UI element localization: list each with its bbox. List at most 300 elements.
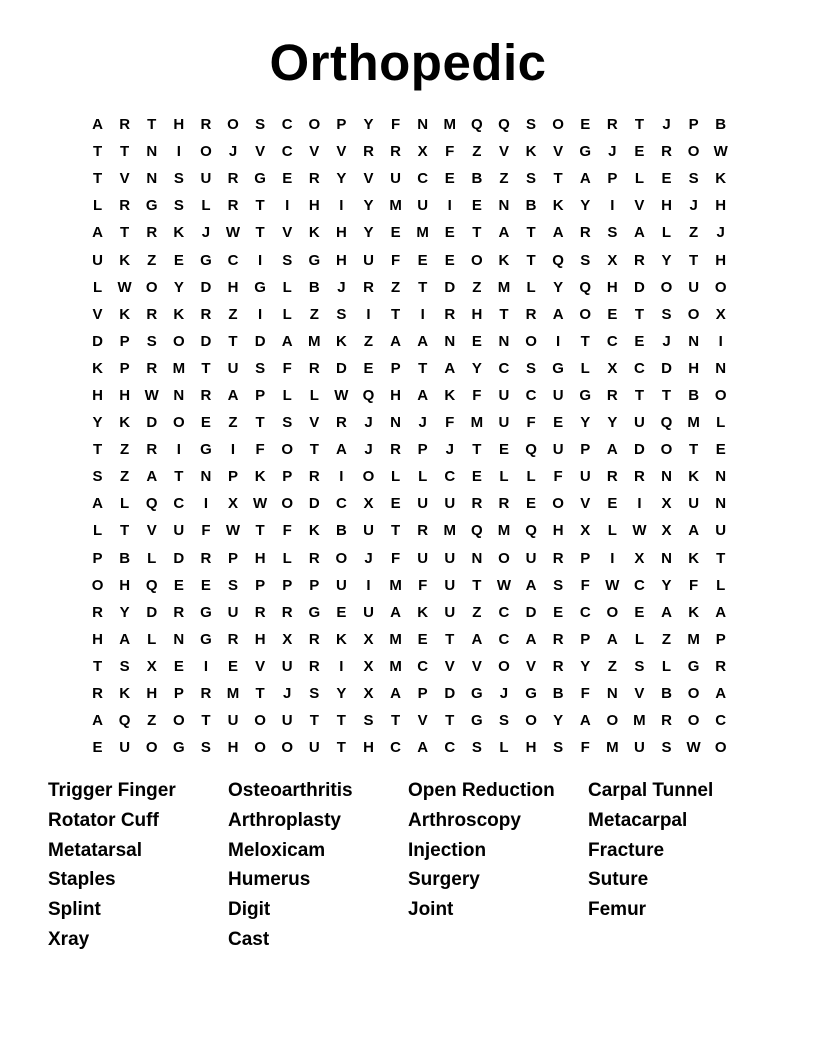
grid-letter[interactable]: W — [225, 224, 241, 242]
grid-letter[interactable]: A — [390, 332, 401, 350]
grid-letter[interactable]: U — [363, 251, 374, 269]
grid-letter[interactable]: L — [282, 278, 292, 296]
grid-letter[interactable]: L — [607, 522, 617, 540]
grid-letter[interactable]: C — [417, 170, 429, 188]
grid-letter[interactable]: T — [336, 712, 346, 730]
grid-letter[interactable]: R — [661, 712, 672, 730]
grid-letter[interactable]: O — [308, 116, 321, 134]
grid-letter[interactable]: N — [498, 332, 510, 350]
grid-letter[interactable]: S — [498, 712, 509, 730]
grid-letter[interactable]: S — [200, 739, 211, 757]
grid-letter[interactable]: Z — [689, 224, 699, 242]
grid-letter[interactable]: U — [173, 522, 185, 540]
grid-letter[interactable]: R — [308, 549, 320, 567]
grid-letter[interactable]: K — [92, 359, 103, 377]
grid-letter[interactable]: L — [499, 739, 509, 757]
grid-letter[interactable]: H — [335, 224, 347, 242]
grid-letter[interactable]: T — [201, 359, 211, 377]
grid-letter[interactable]: E — [634, 332, 645, 350]
grid-letter[interactable]: T — [390, 712, 401, 730]
grid-letter[interactable]: C — [634, 359, 645, 377]
grid-letter[interactable]: A — [417, 386, 429, 404]
grid-letter[interactable]: T — [92, 441, 103, 459]
grid-letter[interactable]: F — [390, 549, 401, 567]
grid-letter[interactable]: L — [661, 657, 672, 675]
grid-letter[interactable]: Y — [553, 278, 564, 296]
grid-letter[interactable]: N — [661, 468, 672, 486]
grid-letter[interactable]: R — [308, 359, 320, 377]
grid-letter[interactable]: I — [718, 332, 723, 350]
grid-letter[interactable]: V — [498, 143, 509, 161]
grid-letter[interactable]: E — [92, 739, 103, 757]
grid-letter[interactable]: I — [203, 495, 208, 513]
grid-letter[interactable]: R — [227, 197, 239, 215]
grid-letter[interactable]: E — [363, 359, 374, 377]
grid-letter[interactable]: D — [525, 603, 537, 621]
grid-letter[interactable]: U — [281, 657, 293, 675]
grid-letter[interactable]: T — [634, 305, 644, 323]
grid-letter[interactable]: F — [445, 143, 455, 161]
grid-letter[interactable]: O — [606, 712, 619, 730]
grid-letter[interactable]: C — [444, 739, 456, 757]
grid-letter[interactable]: T — [255, 685, 265, 703]
grid-letter[interactable]: T — [309, 712, 319, 730]
grid-letter[interactable]: U — [552, 386, 564, 404]
grid-letter[interactable]: S — [146, 332, 157, 350]
grid-letter[interactable]: Q — [145, 495, 158, 513]
grid-letter[interactable]: R — [281, 603, 293, 621]
grid-letter[interactable]: U — [498, 414, 510, 432]
grid-letter[interactable]: V — [363, 170, 374, 188]
grid-letter[interactable]: Y — [336, 685, 347, 703]
grid-letter[interactable]: H — [552, 522, 564, 540]
grid-letter[interactable]: H — [119, 386, 131, 404]
grid-letter[interactable]: T — [255, 522, 265, 540]
grid-letter[interactable]: W — [686, 739, 701, 757]
grid-letter[interactable]: U — [444, 603, 456, 621]
grid-letter[interactable]: F — [689, 576, 699, 594]
grid-letter[interactable]: T — [390, 522, 401, 540]
grid-letter[interactable]: M — [226, 685, 240, 703]
grid-letter[interactable]: K — [335, 630, 347, 648]
grid-letter[interactable]: N — [200, 468, 212, 486]
grid-letter[interactable]: U — [281, 712, 293, 730]
grid-letter[interactable]: Z — [472, 278, 482, 296]
grid-letter[interactable]: S — [553, 739, 564, 757]
grid-letter[interactable]: G — [471, 712, 483, 730]
grid-letter[interactable]: H — [227, 278, 239, 296]
grid-letter[interactable]: G — [200, 603, 212, 621]
grid-letter[interactable]: K — [119, 251, 131, 269]
grid-letter[interactable]: D — [173, 549, 185, 567]
grid-letter[interactable]: I — [420, 305, 425, 323]
grid-letter[interactable]: N — [417, 116, 429, 134]
grid-letter[interactable]: B — [552, 685, 564, 703]
grid-letter[interactable]: F — [526, 414, 536, 432]
grid-letter[interactable]: J — [201, 224, 211, 242]
grid-letter[interactable]: R — [363, 278, 374, 296]
grid-letter[interactable]: K — [525, 143, 537, 161]
grid-letter[interactable]: T — [472, 224, 482, 242]
grid-letter[interactable]: E — [498, 441, 509, 459]
grid-letter[interactable]: R — [200, 549, 212, 567]
grid-letter[interactable]: A — [92, 495, 103, 513]
grid-letter[interactable]: V — [526, 657, 537, 675]
grid-letter[interactable]: U — [579, 468, 591, 486]
grid-letter[interactable]: P — [173, 685, 184, 703]
grid-letter[interactable]: E — [444, 224, 455, 242]
grid-letter[interactable]: Z — [228, 414, 238, 432]
grid-letter[interactable]: K — [119, 414, 131, 432]
grid-letter[interactable]: V — [634, 685, 645, 703]
grid-letter[interactable]: E — [390, 224, 401, 242]
grid-letter[interactable]: E — [471, 332, 482, 350]
grid-letter[interactable]: U — [552, 441, 564, 459]
grid-letter[interactable]: W — [117, 278, 132, 296]
grid-letter[interactable]: A — [417, 332, 429, 350]
grid-letter[interactable]: Y — [661, 576, 672, 594]
grid-letter[interactable]: E — [417, 630, 428, 648]
grid-letter[interactable]: K — [119, 685, 131, 703]
grid-letter[interactable]: R — [335, 414, 347, 432]
grid-letter[interactable]: Z — [120, 468, 130, 486]
grid-letter[interactable]: V — [553, 143, 564, 161]
grid-letter[interactable]: Q — [362, 386, 375, 404]
grid-letter[interactable]: P — [688, 116, 699, 134]
grid-letter[interactable]: M — [606, 739, 619, 757]
grid-letter[interactable]: H — [525, 739, 537, 757]
grid-letter[interactable]: W — [632, 522, 647, 540]
grid-letter[interactable]: O — [172, 332, 185, 350]
grid-letter[interactable]: I — [447, 197, 452, 215]
grid-letter[interactable]: L — [499, 468, 509, 486]
grid-letter[interactable]: T — [92, 143, 103, 161]
grid-letter[interactable]: R — [308, 657, 320, 675]
grid-letter[interactable]: P — [417, 685, 428, 703]
grid-letter[interactable]: O — [335, 549, 348, 567]
grid-letter[interactable]: R — [119, 116, 131, 134]
grid-letter[interactable]: A — [525, 576, 537, 594]
grid-letter[interactable]: C — [173, 495, 185, 513]
grid-letter[interactable]: O — [471, 251, 483, 269]
grid-letter[interactable]: L — [390, 468, 401, 486]
grid-letter[interactable]: T — [689, 441, 699, 459]
grid-letter[interactable]: T — [147, 116, 157, 134]
grid-letter[interactable]: M — [497, 278, 511, 296]
grid-letter[interactable]: C — [390, 739, 401, 757]
grid-letter[interactable]: S — [282, 414, 293, 432]
grid-letter[interactable]: I — [285, 197, 290, 215]
grid-letter[interactable]: O — [498, 657, 510, 675]
grid-letter[interactable]: N — [390, 414, 401, 432]
grid-letter[interactable]: T — [526, 224, 536, 242]
grid-letter[interactable]: R — [471, 495, 483, 513]
grid-letter[interactable]: L — [282, 386, 292, 404]
grid-letter[interactable]: L — [634, 170, 644, 188]
grid-letter[interactable]: E — [715, 441, 726, 459]
grid-letter[interactable]: P — [580, 441, 591, 459]
grid-letter[interactable]: O — [714, 739, 727, 757]
grid-letter[interactable]: A — [119, 630, 131, 648]
grid-letter[interactable]: Z — [390, 278, 401, 296]
grid-letter[interactable]: K — [254, 468, 266, 486]
grid-letter[interactable]: C — [634, 576, 645, 594]
grid-letter[interactable]: Y — [336, 170, 347, 188]
grid-letter[interactable]: U — [444, 549, 456, 567]
grid-letter[interactable]: X — [607, 251, 618, 269]
grid-letter[interactable]: T — [309, 441, 319, 459]
grid-letter[interactable]: M — [633, 712, 646, 730]
grid-letter[interactable]: I — [176, 441, 181, 459]
grid-letter[interactable]: H — [254, 630, 266, 648]
grid-letter[interactable]: W — [605, 576, 620, 594]
grid-letter[interactable]: V — [417, 712, 428, 730]
grid-letter[interactable]: F — [580, 685, 590, 703]
grid-letter[interactable]: C — [281, 143, 293, 161]
grid-letter[interactable]: W — [713, 143, 728, 161]
grid-letter[interactable]: I — [366, 305, 371, 323]
grid-letter[interactable]: E — [173, 576, 184, 594]
grid-letter[interactable]: R — [92, 685, 103, 703]
grid-letter[interactable]: Q — [579, 278, 592, 296]
grid-letter[interactable]: S — [661, 305, 672, 323]
grid-letter[interactable]: E — [282, 170, 293, 188]
grid-letter[interactable]: M — [389, 197, 402, 215]
grid-letter[interactable]: M — [443, 522, 457, 540]
grid-letter[interactable]: A — [92, 116, 103, 134]
grid-letter[interactable]: G — [200, 441, 212, 459]
grid-letter[interactable]: G — [308, 603, 321, 621]
grid-letter[interactable]: L — [580, 359, 590, 377]
grid-letter[interactable]: T — [255, 224, 265, 242]
grid-letter[interactable]: H — [661, 197, 672, 215]
grid-letter[interactable]: H — [335, 251, 347, 269]
grid-letter[interactable]: X — [607, 359, 618, 377]
grid-letter[interactable]: A — [579, 712, 591, 730]
grid-letter[interactable]: D — [200, 278, 212, 296]
grid-letter[interactable]: Q — [471, 116, 483, 134]
grid-letter[interactable]: S — [526, 359, 537, 377]
grid-letter[interactable]: N — [146, 170, 158, 188]
grid-letter[interactable]: R — [634, 251, 645, 269]
grid-letter[interactable]: H — [227, 739, 239, 757]
grid-letter[interactable]: T — [634, 116, 644, 134]
grid-letter[interactable]: H — [606, 278, 618, 296]
grid-letter[interactable]: K — [335, 332, 347, 350]
grid-letter[interactable]: R — [308, 170, 320, 188]
grid-letter[interactable]: E — [173, 251, 184, 269]
grid-letter[interactable]: R — [200, 305, 212, 323]
grid-letter[interactable]: X — [146, 657, 157, 675]
grid-letter[interactable]: Z — [472, 143, 482, 161]
grid-letter[interactable]: K — [552, 197, 564, 215]
grid-letter[interactable]: R — [606, 468, 618, 486]
grid-letter[interactable]: H — [92, 386, 103, 404]
grid-letter[interactable]: F — [580, 739, 590, 757]
grid-letter[interactable]: O — [281, 441, 294, 459]
grid-letter[interactable]: F — [390, 116, 401, 134]
grid-letter[interactable]: J — [499, 685, 509, 703]
grid-letter[interactable]: U — [444, 495, 456, 513]
grid-letter[interactable]: N — [715, 495, 727, 513]
grid-letter[interactable]: J — [716, 224, 725, 242]
grid-letter[interactable]: O — [552, 116, 564, 134]
grid-letter[interactable]: R — [308, 630, 320, 648]
grid-letter[interactable]: A — [92, 712, 103, 730]
grid-letter[interactable]: M — [389, 576, 402, 594]
grid-letter[interactable]: U — [92, 251, 103, 269]
grid-letter[interactable]: F — [580, 576, 590, 594]
grid-letter[interactable]: A — [606, 441, 618, 459]
grid-letter[interactable]: O — [687, 305, 700, 323]
grid-letter[interactable]: H — [715, 251, 727, 269]
grid-letter[interactable]: H — [688, 359, 700, 377]
grid-letter[interactable]: O — [254, 739, 266, 757]
grid-letter[interactable]: V — [255, 143, 266, 161]
grid-letter[interactable]: E — [444, 251, 455, 269]
grid-letter[interactable]: S — [471, 739, 482, 757]
grid-letter[interactable]: J — [337, 278, 346, 296]
grid-letter[interactable]: H — [92, 630, 103, 648]
grid-letter[interactable]: T — [418, 359, 428, 377]
grid-letter[interactable]: K — [173, 305, 185, 323]
grid-letter[interactable]: O — [687, 712, 700, 730]
grid-letter[interactable]: K — [119, 305, 131, 323]
grid-letter[interactable]: R — [254, 603, 266, 621]
grid-letter[interactable]: T — [120, 143, 130, 161]
grid-letter[interactable]: O — [687, 143, 700, 161]
grid-letter[interactable]: C — [498, 603, 510, 621]
grid-letter[interactable]: S — [661, 739, 672, 757]
grid-letter[interactable]: X — [228, 495, 239, 513]
grid-letter[interactable]: Y — [580, 657, 591, 675]
grid-letter[interactable]: Y — [661, 251, 672, 269]
grid-letter[interactable]: E — [390, 495, 401, 513]
grid-letter[interactable]: I — [339, 197, 344, 215]
grid-letter[interactable]: Q — [525, 441, 537, 459]
grid-letter[interactable]: R — [227, 170, 239, 188]
grid-letter[interactable]: N — [444, 332, 456, 350]
grid-letter[interactable]: M — [470, 414, 484, 432]
grid-letter[interactable]: X — [715, 305, 726, 323]
grid-letter[interactable]: A — [715, 685, 727, 703]
grid-letter[interactable]: N — [498, 197, 510, 215]
grid-letter[interactable]: J — [662, 332, 671, 350]
grid-letter[interactable]: P — [228, 549, 239, 567]
grid-letter[interactable]: T — [390, 305, 401, 323]
grid-letter[interactable]: J — [364, 414, 373, 432]
grid-letter[interactable]: R — [200, 116, 212, 134]
grid-letter[interactable]: Z — [309, 305, 319, 323]
grid-letter[interactable]: P — [417, 441, 428, 459]
grid-letter[interactable]: R — [606, 116, 618, 134]
grid-letter[interactable]: F — [390, 251, 401, 269]
grid-letter[interactable]: G — [254, 170, 266, 188]
grid-letter[interactable]: R — [552, 630, 564, 648]
grid-letter[interactable]: K — [444, 386, 456, 404]
grid-letter[interactable]: P — [309, 576, 320, 594]
grid-letter[interactable]: A — [498, 224, 510, 242]
grid-letter[interactable]: V — [146, 522, 157, 540]
grid-letter[interactable]: V — [634, 197, 645, 215]
grid-letter[interactable]: V — [309, 414, 320, 432]
grid-letter[interactable]: P — [119, 332, 130, 350]
grid-letter[interactable]: G — [172, 739, 185, 757]
grid-letter[interactable]: K — [173, 224, 185, 242]
grid-letter[interactable]: R — [200, 386, 212, 404]
grid-letter[interactable]: N — [715, 468, 727, 486]
grid-letter[interactable]: E — [607, 495, 618, 513]
grid-letter[interactable]: W — [253, 495, 268, 513]
grid-letter[interactable]: F — [553, 468, 563, 486]
grid-letter[interactable]: R — [552, 549, 564, 567]
grid-letter[interactable]: W — [334, 386, 349, 404]
grid-letter[interactable]: C — [579, 603, 591, 621]
grid-letter[interactable]: E — [200, 414, 211, 432]
grid-letter[interactable]: L — [661, 224, 672, 242]
grid-letter[interactable]: A — [552, 224, 564, 242]
grid-letter[interactable]: U — [335, 576, 347, 594]
grid-letter[interactable]: P — [255, 386, 266, 404]
grid-letter[interactable]: S — [119, 657, 130, 675]
grid-letter[interactable]: P — [715, 630, 726, 648]
grid-letter[interactable]: O — [172, 712, 185, 730]
grid-letter[interactable]: D — [146, 603, 158, 621]
grid-letter[interactable]: E — [526, 495, 537, 513]
grid-letter[interactable]: V — [444, 657, 455, 675]
grid-letter[interactable]: E — [580, 116, 591, 134]
grid-letter[interactable]: K — [498, 251, 510, 269]
grid-letter[interactable]: T — [553, 170, 563, 188]
grid-letter[interactable]: T — [580, 332, 590, 350]
grid-letter[interactable]: C — [417, 657, 429, 675]
grid-letter[interactable]: U — [308, 739, 320, 757]
grid-letter[interactable]: R — [417, 522, 429, 540]
grid-letter[interactable]: M — [443, 116, 457, 134]
grid-letter[interactable]: C — [606, 332, 618, 350]
grid-letter[interactable]: F — [282, 359, 292, 377]
grid-letter[interactable]: K — [688, 603, 700, 621]
grid-letter[interactable]: M — [389, 630, 402, 648]
grid-letter[interactable]: G — [254, 278, 266, 296]
grid-letter[interactable]: M — [308, 332, 321, 350]
grid-letter[interactable]: L — [201, 197, 211, 215]
grid-letter[interactable]: A — [417, 739, 429, 757]
grid-letter[interactable]: A — [390, 685, 401, 703]
grid-letter[interactable]: Y — [92, 414, 103, 432]
grid-letter[interactable]: Y — [553, 712, 564, 730]
grid-letter[interactable]: J — [662, 116, 671, 134]
grid-letter[interactable]: A — [444, 359, 456, 377]
grid-letter[interactable]: Q — [145, 576, 158, 594]
grid-letter[interactable]: K — [688, 549, 700, 567]
grid-letter[interactable]: E — [173, 657, 184, 675]
grid-letter[interactable]: O — [552, 495, 564, 513]
grid-letter[interactable]: V — [92, 305, 103, 323]
grid-letter[interactable]: R — [634, 468, 645, 486]
grid-letter[interactable]: A — [227, 386, 239, 404]
grid-letter[interactable]: Z — [607, 657, 617, 675]
grid-letter[interactable]: O — [687, 685, 700, 703]
grid-letter[interactable]: O — [91, 576, 104, 594]
grid-letter[interactable]: N — [173, 630, 185, 648]
grid-letter[interactable]: D — [634, 278, 645, 296]
grid-letter[interactable]: V — [471, 657, 482, 675]
grid-letter[interactable]: E — [661, 170, 672, 188]
grid-letter[interactable]: S — [92, 468, 103, 486]
grid-letter[interactable]: D — [444, 278, 456, 296]
grid-letter[interactable]: B — [471, 170, 483, 188]
